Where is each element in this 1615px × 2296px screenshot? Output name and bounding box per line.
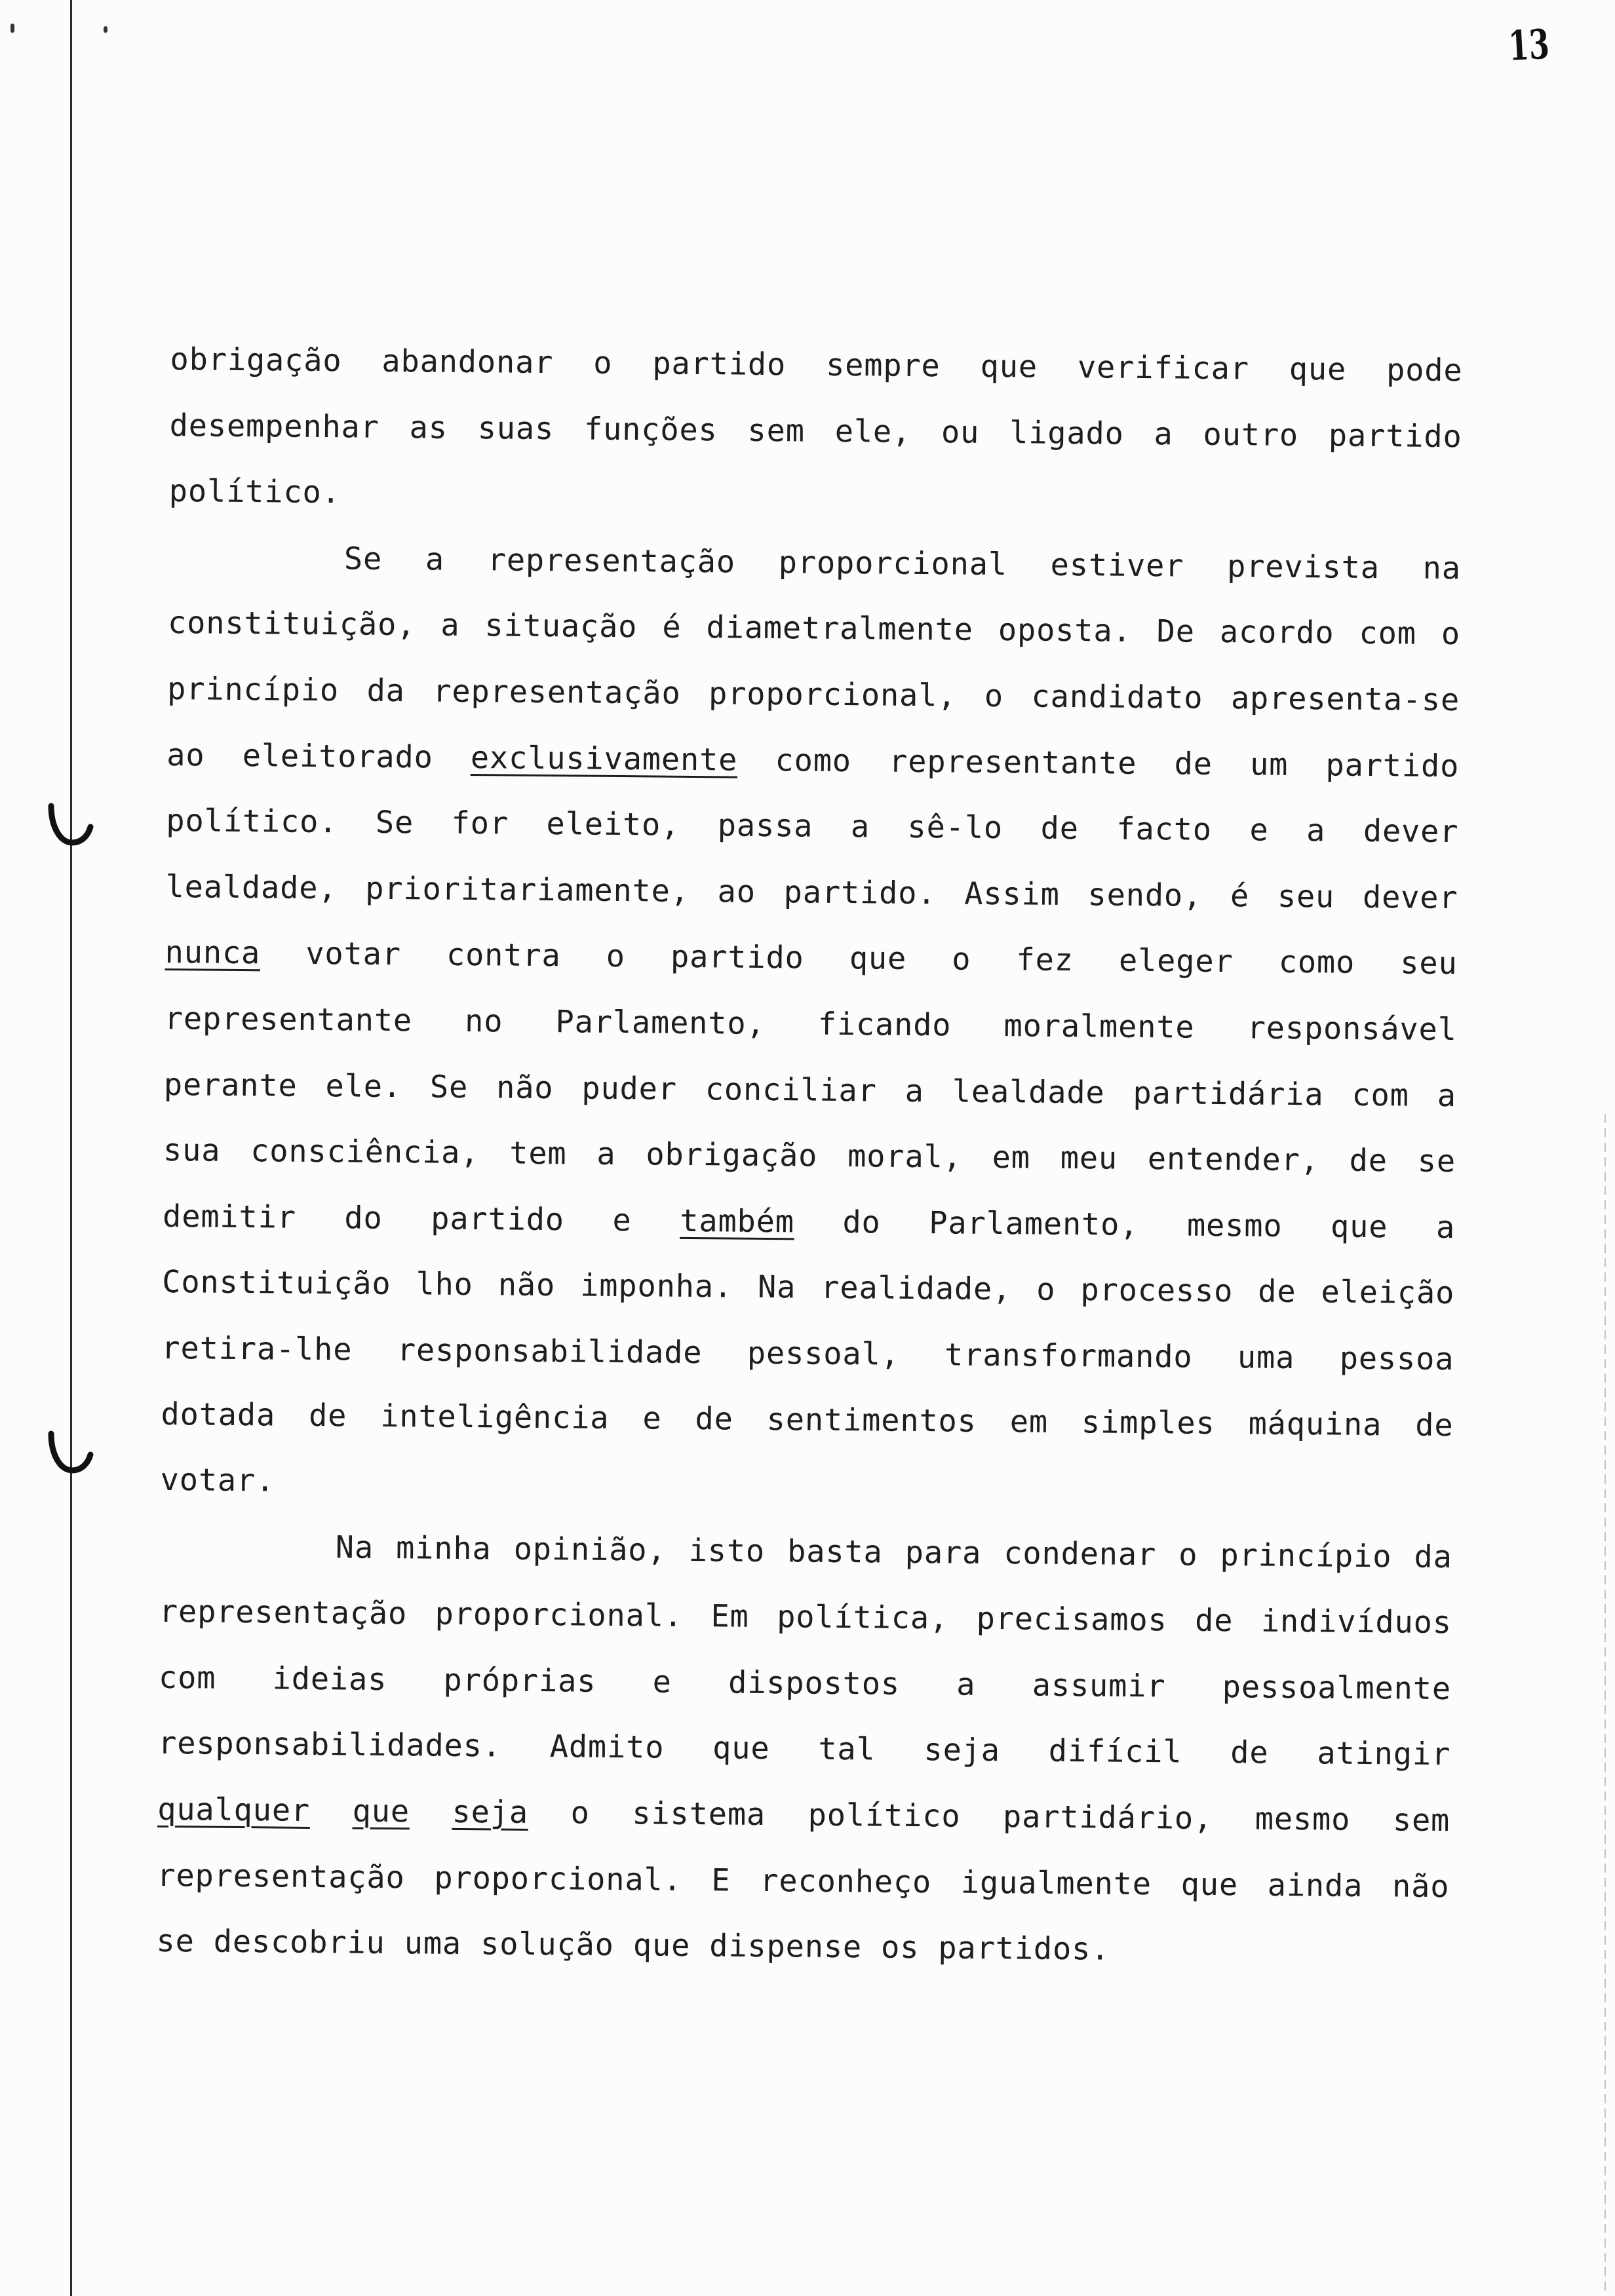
text-line: dotada de inteligência e de sentimentos em simples máquina de [161,1396,1454,1444]
text-segment: votar contra o partido que o fez eleger como seu [305,936,1458,982]
text-segment: como representante de um partido [775,742,1460,784]
text-line: político. [168,473,341,511]
text-line: votar. [160,1462,275,1499]
scan-speck [10,24,14,33]
text-line: retira-lhe responsabilidade pessoal, transformando uma pessoa [161,1330,1454,1378]
text-line: representação proporcional. E reconheço igualmente que ainda não [157,1857,1450,1905]
punch-hole-mark [43,1428,98,1481]
text-line: princípio da representação proporcional, o candidato apresenta-se [166,670,1460,719]
text-line: sua consciência, tem a obrigação moral, em meu entender, de se [163,1132,1456,1180]
underlined-word: seja [452,1793,529,1831]
text-segment: do Parlamento, mesmo que a [842,1204,1456,1246]
text-line: político. Se for eleito, passa a sê-lo de facto e a dever [166,803,1459,851]
paragraph-3 [156,1514,1452,1986]
text-line: Na minha opinião, isto basta para condenar o princípio da [335,1529,1452,1575]
scan-speck [104,26,107,33]
text-line: responsabilidades. Admito que tal seja difícil de atingir [157,1725,1451,1773]
text-line: com ideias próprias e dispostos a assumir pessoalmente [158,1659,1452,1708]
text-line: perante ele. Se não puder conciliar a lealdade partidária com a [163,1066,1457,1114]
underlined-word: também [680,1202,795,1240]
text-segment: ao eleitorado [166,737,433,776]
text-segment: o sistema político partidário, mesmo sem [570,1795,1450,1839]
text-line [166,723,1460,800]
text-line: se descobriu uma solução que dispense os partidos. [156,1923,1110,1968]
text-segment: demitir do partido e [162,1198,632,1238]
underlined-word: qualquer [157,1791,311,1829]
text-line: representação proporcional. Em política, precisamos de indivíduos [159,1594,1452,1641]
text-line: constituição, a situação é diametralmente oposta. De acordo com o [167,605,1461,653]
paragraph-2 [160,525,1461,1525]
body-text [156,327,1463,1986]
right-edge-scan-line [1605,1114,1606,2296]
text-line: Se a representação proporcional estiver prevista na [343,541,1462,586]
underlined-word: que [352,1793,410,1830]
text-line [157,1777,1450,1854]
underlined-word: exclusivamente [470,739,738,778]
text-line: Constituição lho não imponha. Na realidade, o processo de eleição [162,1264,1455,1312]
page-number: 13 [1507,20,1551,70]
text-line: lealdade, prioritariamente, ao partido. Assim sendo, é seu dever [165,868,1458,916]
text-line: obrigação abandonar o partido sempre que verificar que pode [170,341,1463,389]
left-margin-rule [70,0,72,2296]
underlined-word: nunca [165,934,261,972]
paragraph-1 [168,327,1463,536]
text-line [163,1184,1456,1261]
text-line [165,920,1458,997]
text-line: representante no Parlamento, ficando moralmente responsável [164,1000,1457,1048]
text-line: desempenhar as suas funções sem ele, ou ligado a outro partido [169,407,1462,455]
punch-hole-mark [43,801,98,853]
